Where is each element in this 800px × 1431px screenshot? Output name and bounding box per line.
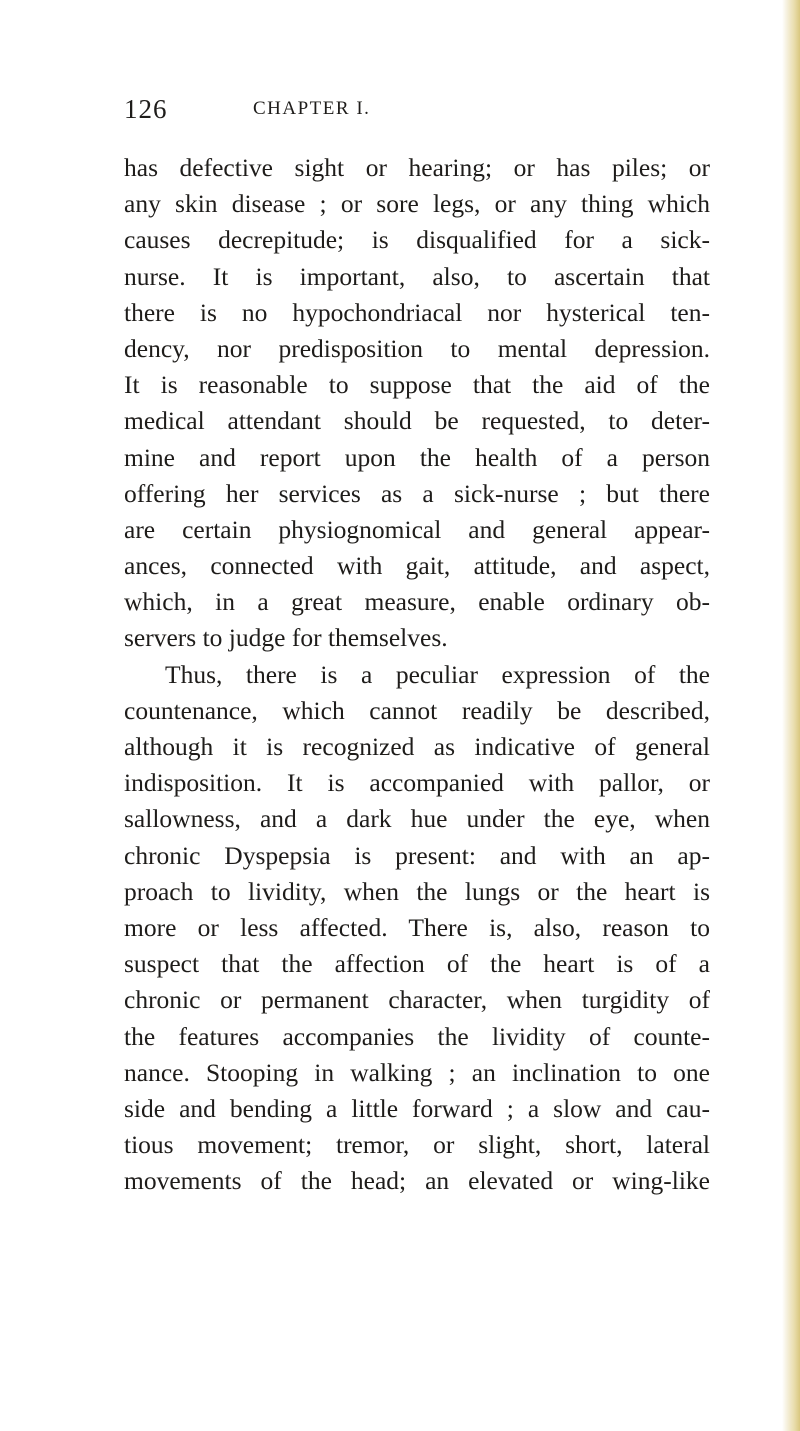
- text-line: offering her services as a sick-nurse ; but there: [124, 478, 710, 508]
- page-number: 126: [124, 94, 168, 124]
- text-line: any skin disease ; or sore legs, or any thing which: [124, 189, 710, 219]
- text-line: movements of the head; an elevated or wing-like: [124, 1166, 710, 1196]
- text-line: chronic Dyspepsia is present: and with an ap-: [124, 840, 710, 870]
- body-text: [124, 150, 710, 1199]
- text-line: mine and report upon the health of a person: [124, 442, 710, 472]
- text-line: has defective sight or hearing; or has piles; or: [124, 153, 710, 182]
- text-line: tious movement; tremor, or slight, short, lateral: [124, 1130, 710, 1160]
- text-line: It is reasonable to suppose that the aid of the: [124, 370, 710, 400]
- text-line: ances, connected with gait, attitude, and aspect,: [124, 551, 710, 581]
- text-line: proach to lividity, when the lungs or the heart is: [124, 876, 710, 906]
- text-line: side and bending a little forward ; a slow and cau-: [124, 1093, 710, 1123]
- text-line: countenance, which cannot readily be described,: [124, 695, 710, 725]
- text-line: more or less affected. There is, also, reason to: [124, 912, 710, 942]
- text-line: sallowness, and a dark hue under the eye, when: [124, 804, 710, 834]
- text-line: Thus, there is a peculiar expression of the: [165, 659, 710, 689]
- text-line: although it is recognized as indicative of general: [124, 732, 710, 761]
- text-line: nurse. It is important, also, to ascertain that: [124, 261, 710, 291]
- text-line: nance. Stooping in walking ; an inclination to one: [124, 1057, 710, 1087]
- text-line: servers to judge for themselves.: [124, 623, 448, 653]
- text-line: suspect that the affection of the heart is of a: [124, 949, 710, 979]
- text-line: which, in a great measure, enable ordinary ob-: [124, 587, 710, 617]
- page-edge: [782, 0, 800, 1431]
- text-line: chronic or permanent character, when turgidity of: [124, 985, 710, 1015]
- text-line: causes decrepitude; is disqualified for a sick-: [124, 225, 710, 255]
- text-line: medical attendant should be requested, to deter-: [124, 406, 710, 436]
- text-line: there is no hypochondriacal nor hysterical ten-: [124, 297, 710, 327]
- text-line: the features accompanies the lividity of counte-: [124, 1021, 710, 1051]
- text-line: dency, nor predisposition to mental depression.: [124, 333, 710, 363]
- text-line: are certain physiognomical and general appear-: [124, 514, 710, 544]
- text-line: indisposition. It is accompanied with pallor, or: [124, 768, 710, 798]
- page-header: [0, 94, 800, 134]
- running-head: CHAPTER I.: [253, 98, 371, 119]
